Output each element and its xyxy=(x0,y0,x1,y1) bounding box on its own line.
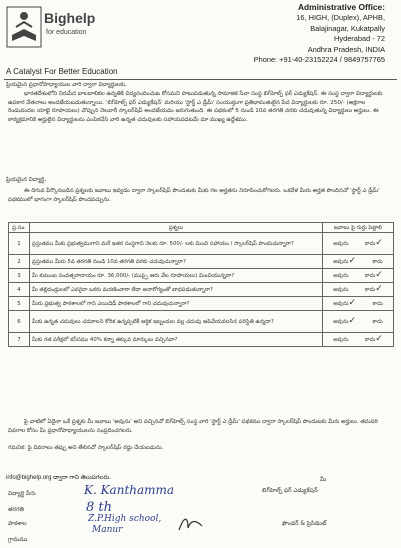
school-value-line1[interactable]: Z.P.High school, xyxy=(88,514,162,524)
table-row xyxy=(9,269,394,283)
signature-scribble-icon xyxy=(176,512,206,534)
village-label: గ్రామము xyxy=(8,537,28,543)
yes-option[interactable]: అవును✓ xyxy=(333,298,357,308)
yes-option[interactable]: అవును✓ xyxy=(333,316,357,326)
no-option[interactable]: కాదు xyxy=(372,300,383,307)
question-text: మీ తల్లిదండ్రులలో ఎవరైనా ఒకరు మరణించారా లేదా అనారోగ్యంతో బాధపడుతున్నారా? xyxy=(30,283,323,297)
address-line: 16, HIGH, (Duplex), APHB, xyxy=(296,13,385,22)
answer-options xyxy=(325,317,391,326)
yes-option[interactable]: అవును xyxy=(333,272,349,279)
contact-email: info@bighelp.org ద్వారా గాని తెలుపగలరు. xyxy=(6,475,111,481)
organization-signature: బిగ్‌హెల్ప్ ఫర్ ఎడ్యుకేషన్ xyxy=(262,488,318,494)
no-option[interactable]: కాదు✓ xyxy=(364,270,383,280)
table-row xyxy=(9,311,394,333)
column-header-number: ప్ర.సం. xyxy=(9,223,30,233)
answer-options xyxy=(325,285,391,294)
question-number: 4 xyxy=(9,283,30,297)
question-number: 7 xyxy=(9,333,30,347)
eligibility-table xyxy=(8,222,394,347)
school-label: పాఠశాల xyxy=(8,521,27,527)
class-value[interactable]: 8 th xyxy=(86,500,112,515)
table-header-row xyxy=(9,223,394,233)
no-option[interactable]: కాదు✓ xyxy=(364,284,383,294)
question-number: 5 xyxy=(9,297,30,311)
address-line: Balajinagar, Kukatpally xyxy=(310,23,385,33)
table-row xyxy=(9,297,394,311)
check-mark-icon: ✓ xyxy=(375,284,383,294)
no-option[interactable]: కాదు xyxy=(372,258,383,265)
answer-options xyxy=(325,239,391,248)
school-value-line2[interactable]: Manur xyxy=(92,525,123,535)
intro-paragraph: భారతదేశంలోని నిరుపేద బాలబాలికల ఉన్నతికి విద్యనందించుట కోసమని పాటుపడుతున్న సామాజిక సేవా సంస్థ బిగ్‌హెల్ప్ ఫర్ ఎడ్యుకేషన్. ఈ సంస్థ ద్వారా విద్యార్థులకు ఉపకార వేతనాలు అందజేయబడుతున్నాయి. 'బిగ్‌హెల్ప్ ఫర్ ఎడ్యుకేషన్' మరియు 'స్టార్ట్ ఎ డ్రీమ్' సంయుక్తంగా ప్రతిభావంతులైన పేద విద్యార్థులకు రూ. 250/- (అక్షరాల రెండువందల యాభై రూపాయలు) చొప్పున నెలవారీ స్కాలర్‌షిప్ అందజేయడం జరుగుతుంది. ఈ పథకంలో 5 నుండి 10వ తరగతి వరకు చదువుతున్న విద్యార్థులు అర్హులు. ఈ కార్యక్రమానికి అర్హులైన విద్యార్థులను ఎంపికచేసి వారి ఉన్నత చదువులకు సహాయపడటమే మా ముఖ్య ఉద్దేశము. xyxy=(8,91,383,123)
office-title: Administrative Office: xyxy=(297,2,385,12)
yes-option[interactable]: అవును xyxy=(333,336,349,343)
class-label: తరగతి xyxy=(8,507,24,513)
brand-subtitle: for education xyxy=(46,29,87,36)
check-mark-icon: ✓ xyxy=(348,298,357,308)
question-text: మీరు ప్రభుత్వ పాఠశాలలో గాని ఎయిడెడ్ పాఠశాలలో గాని చదువుచున్నారా? xyxy=(30,297,323,311)
check-mark-icon: ✓ xyxy=(375,270,383,280)
question-number: 3 xyxy=(9,269,30,283)
no-option[interactable]: కాదు✓ xyxy=(364,334,383,344)
yes-option[interactable]: అవును✓ xyxy=(333,256,357,266)
answer-options xyxy=(325,257,391,266)
table-row xyxy=(9,333,394,347)
question-text: ప్రస్తుతము మీకు ప్రభుత్వముగాని మరే ఇతర సంస్థగాని నెలకు రూ. 500/- లకు మించి సహాయం / స్కాలర్‌షిప్ పొందుచున్నారా? xyxy=(30,233,323,255)
brand-name: Bighelp xyxy=(44,10,96,26)
question-text: మీకు గత పరీక్షలో కనీసము 40% కన్నా తక్కువ మార్కులు వచ్చినవా? xyxy=(30,333,323,347)
no-option[interactable]: కాదు xyxy=(372,318,383,325)
question-text: ప్రస్తుతము మీరు 5వ తరగతి నుండి 10వ తరగతి వరకు చదువుచున్నారా? xyxy=(30,255,323,269)
yes-option[interactable]: అవును xyxy=(333,240,349,247)
yes-option[interactable]: అవును xyxy=(333,286,349,293)
table-row xyxy=(9,283,394,297)
question-number: 1 xyxy=(9,233,30,255)
check-mark-icon: ✓ xyxy=(375,334,383,344)
answer-options xyxy=(325,335,391,344)
closing-mee: మీ xyxy=(320,477,327,483)
check-mark-icon: ✓ xyxy=(348,256,357,266)
instruction-paragraph: ఈ దిగువ పేర్కొనబడిన ప్రశ్నలకు జవాబు ఇవ్వడం ద్వారా స్కాలర్‌షిప్ పొందుటకు మీకు గల అర్హతను నిరూపించుకోగలరు. ఒకవేళ మీరు అర్హత పొందినచో 'స్టార్ట్ ఎ డ్రీమ్' పథకములో భాగంగా స్కాలర్‌షిప్ పొందవచ్చును. xyxy=(8,188,380,203)
tagline: A Catalyst For Better Education xyxy=(6,67,118,76)
address-line: Andhra Pradesh, INDIA xyxy=(307,44,385,54)
student-greeting: ప్రియమైన విద్యార్థి, xyxy=(6,177,47,183)
office-address xyxy=(195,1,385,66)
column-header-question: ప్రశ్నలు xyxy=(30,223,323,233)
student-name-label: విద్యార్థి పేరు xyxy=(8,491,36,497)
table-row xyxy=(9,255,394,269)
student-name-value[interactable]: K. Kanthamma xyxy=(84,483,175,497)
founder-title: ఫౌండర్ & ప్రెసిడెంట్ xyxy=(282,521,327,527)
salutation: ప్రియమైన ప్రధానోపాధ్యాయుల వారి ద్వారా విద్యార్థులకు, xyxy=(6,82,127,88)
question-number: 6 xyxy=(9,311,30,333)
check-mark-icon: ✓ xyxy=(375,238,383,248)
no-option[interactable]: కాదు✓ xyxy=(364,238,383,248)
book-person-logo-icon xyxy=(6,5,42,49)
question-number: 2 xyxy=(9,255,30,269)
answer-options xyxy=(325,299,391,308)
header-divider xyxy=(4,79,397,80)
phone-number: Phone: +91-40-23152224 / 9849757765 xyxy=(253,55,385,64)
table-row xyxy=(9,233,394,255)
answer-options xyxy=(325,271,391,280)
question-text: మీకు ఉన్నత చదువులు చదవాలని కోరిక ఉన్నప్పటికీ ఆర్థిక ఇబ్బందుల వల్ల చదువు ఆపివేయవలసిన పరిస్థితి ఉన్నదా? xyxy=(30,311,323,333)
column-header-answer: జవాబు పై గుర్తు పెట్టాలి xyxy=(323,223,394,233)
question-text: మీ కుటుంబ సంవత్సరాదాయం రూ. 36,000/- (ముప్పై ఆరు వేల రూపాయలు) మించియున్నదా? xyxy=(30,269,323,283)
check-mark-icon: ✓ xyxy=(348,316,357,326)
closing-paragraph: పై వాటిలో ఏదైనా ఒకే ప్రశ్నకు మీ జవాబు 'అవును' అని వచ్చినచో బిగ్‌హెల్ప్ సంస్థ వారి 'స్టార్ట్ ఎ డ్రీమ్' పథకము ద్వారా స్కాలర్‌షిప్ పొందుటకు మీరు అర్హులు. తదుపరి వివరాల కోసం మీ ప్రధానోపాధ్యాయులను సంప్రదించగలరు. xyxy=(8,419,378,434)
address-line: Hyderabad - 72 xyxy=(334,34,385,43)
note-paragraph: గమనిక: పై వివరాలు తప్పు అని తేలినచో స్కాలర్‌షిప్ రద్దు చేయబడును. xyxy=(8,445,164,451)
